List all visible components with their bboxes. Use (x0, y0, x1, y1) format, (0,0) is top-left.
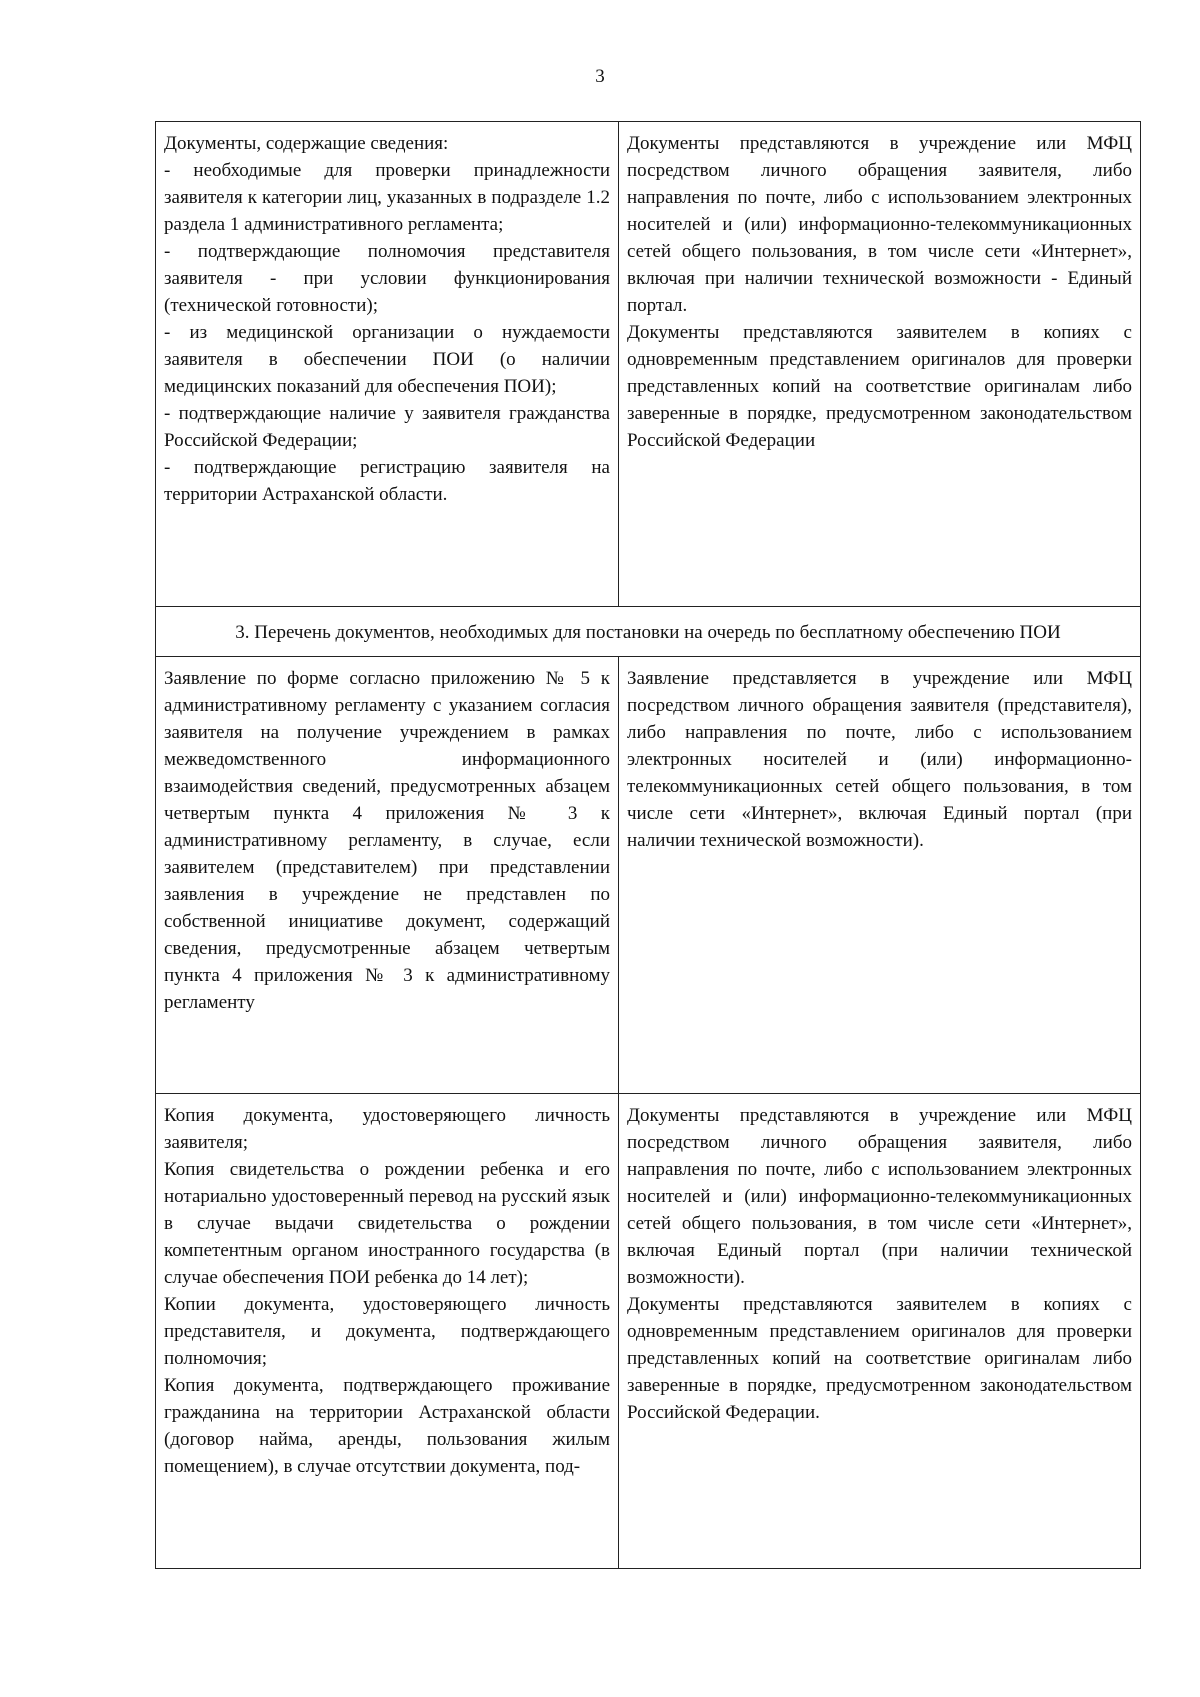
documents-table (155, 121, 1141, 1569)
cell-paragraph: Копия документа, подтверждающего проживание гражданина на территории Астраханской области (договор найма, аренды, пользования жилым помещением), в случае отсутствии документа, под- (164, 1375, 610, 1477)
cell-paragraph: Документы представляются в учреждение или МФЦ посредством личного обращения заявителя, либо направления по почте, либо с использованием электронных носителей и (или) информационно-телекоммуникационных сетей общего пользования, в том числе сети «Интернет», включая при наличии технической возможности - Единый портал. (627, 133, 1132, 316)
cell-paragraph: Документы представляются заявителем в копиях с одновременным представлением оригиналов для проверки представленных копий на соответствие оригиналам либо заверенные в порядке, предусмотренном законодательством Российской Федерации (627, 322, 1132, 451)
cell-paragraph: Копия документа, удостоверяющего личность заявителя; (164, 1105, 610, 1153)
table-row (156, 1094, 1141, 1569)
cell-paragraph: - из медицинской организации о нуждаемости заявителя в обеспечении ПОИ (о наличии медицинских показаний для обеспечения ПОИ); (164, 322, 610, 397)
table-cell-left (156, 1094, 619, 1569)
cell-paragraph: - подтверждающие регистрацию заявителя на территории Астраханской области. (164, 457, 610, 505)
table-row (156, 657, 1141, 1094)
cell-paragraph: - подтверждающие наличие у заявителя гражданства Российской Федерации; (164, 403, 610, 451)
page-number: 3 (595, 66, 605, 87)
cell-paragraph: Копии документа, удостоверяющего личность представителя, и документа, подтверждающего полномочия; (164, 1294, 610, 1369)
cell-paragraph: Заявление представляется в учреждение или МФЦ посредством личного обращения заявителя (представителя), либо направления по почте, либо с использованием электронных носителей и (или) информационно-телекоммуникационных сетей общего пользования, в том числе сети «Интернет», включая Единый портал (при наличии технической возможности). (627, 668, 1132, 851)
cell-paragraph: Документы представляются в учреждение или МФЦ посредством личного обращения заявителя, либо направления по почте, либо с использованием электронных носителей и (или) информационно-телекоммуникационных сетей общего пользования, в том числе сети «Интернет», включая Единый портал (при наличии технической возможности). (627, 1105, 1132, 1288)
cell-paragraph: Документы, содержащие сведения: (164, 133, 449, 154)
table-row-section-heading (156, 607, 1141, 657)
cell-paragraph: - подтверждающие полномочия представителя заявителя - при условии функционирования (технической готовности); (164, 241, 610, 316)
table-row (156, 122, 1141, 607)
table-cell-left (156, 122, 619, 607)
cell-paragraph: Документы представляются заявителем в копиях с одновременным представлением оригиналов для проверки представленных копий на соответствие оригиналам либо заверенные в порядке, предусмотренном законодательством Российской Федерации. (627, 1294, 1132, 1423)
table-cell-right (619, 122, 1141, 607)
cell-paragraph: - необходимые для проверки принадлежности заявителя к категории лиц, указанных в подразделе 1.2 раздела 1 административного регламента; (164, 160, 610, 235)
table-cell-right (619, 1094, 1141, 1569)
cell-paragraph: Заявление по форме согласно приложению № 5 к административному регламенту с указанием согласия заявителя на получение учреждением в рамках межведомственного информационного взаимодействия сведений, предусмотренных абзацем четвертым пункта 4 приложения № 3 к административному регламенту, в случае, если заявителем (представителем) при представлении заявления в учреждение не представлен по собственной инициативе документ, содержащий сведения, предусмотренные абзацем четвертым пункта 4 приложения № 3 к административному регламенту (164, 668, 610, 1013)
section-heading: 3. Перечень документов, необходимых для постановки на очередь по бесплатному обеспечению ПОИ (156, 607, 1141, 657)
table-cell-right (619, 657, 1141, 1094)
table-cell-left (156, 657, 619, 1094)
cell-paragraph: Копия свидетельства о рождении ребенка и его нотариально удостоверенный перевод на русский язык в случае выдачи свидетельства о рождении компетентным органом иностранного государства (в случае обеспечения ПОИ ребенка до 14 лет); (164, 1159, 610, 1288)
